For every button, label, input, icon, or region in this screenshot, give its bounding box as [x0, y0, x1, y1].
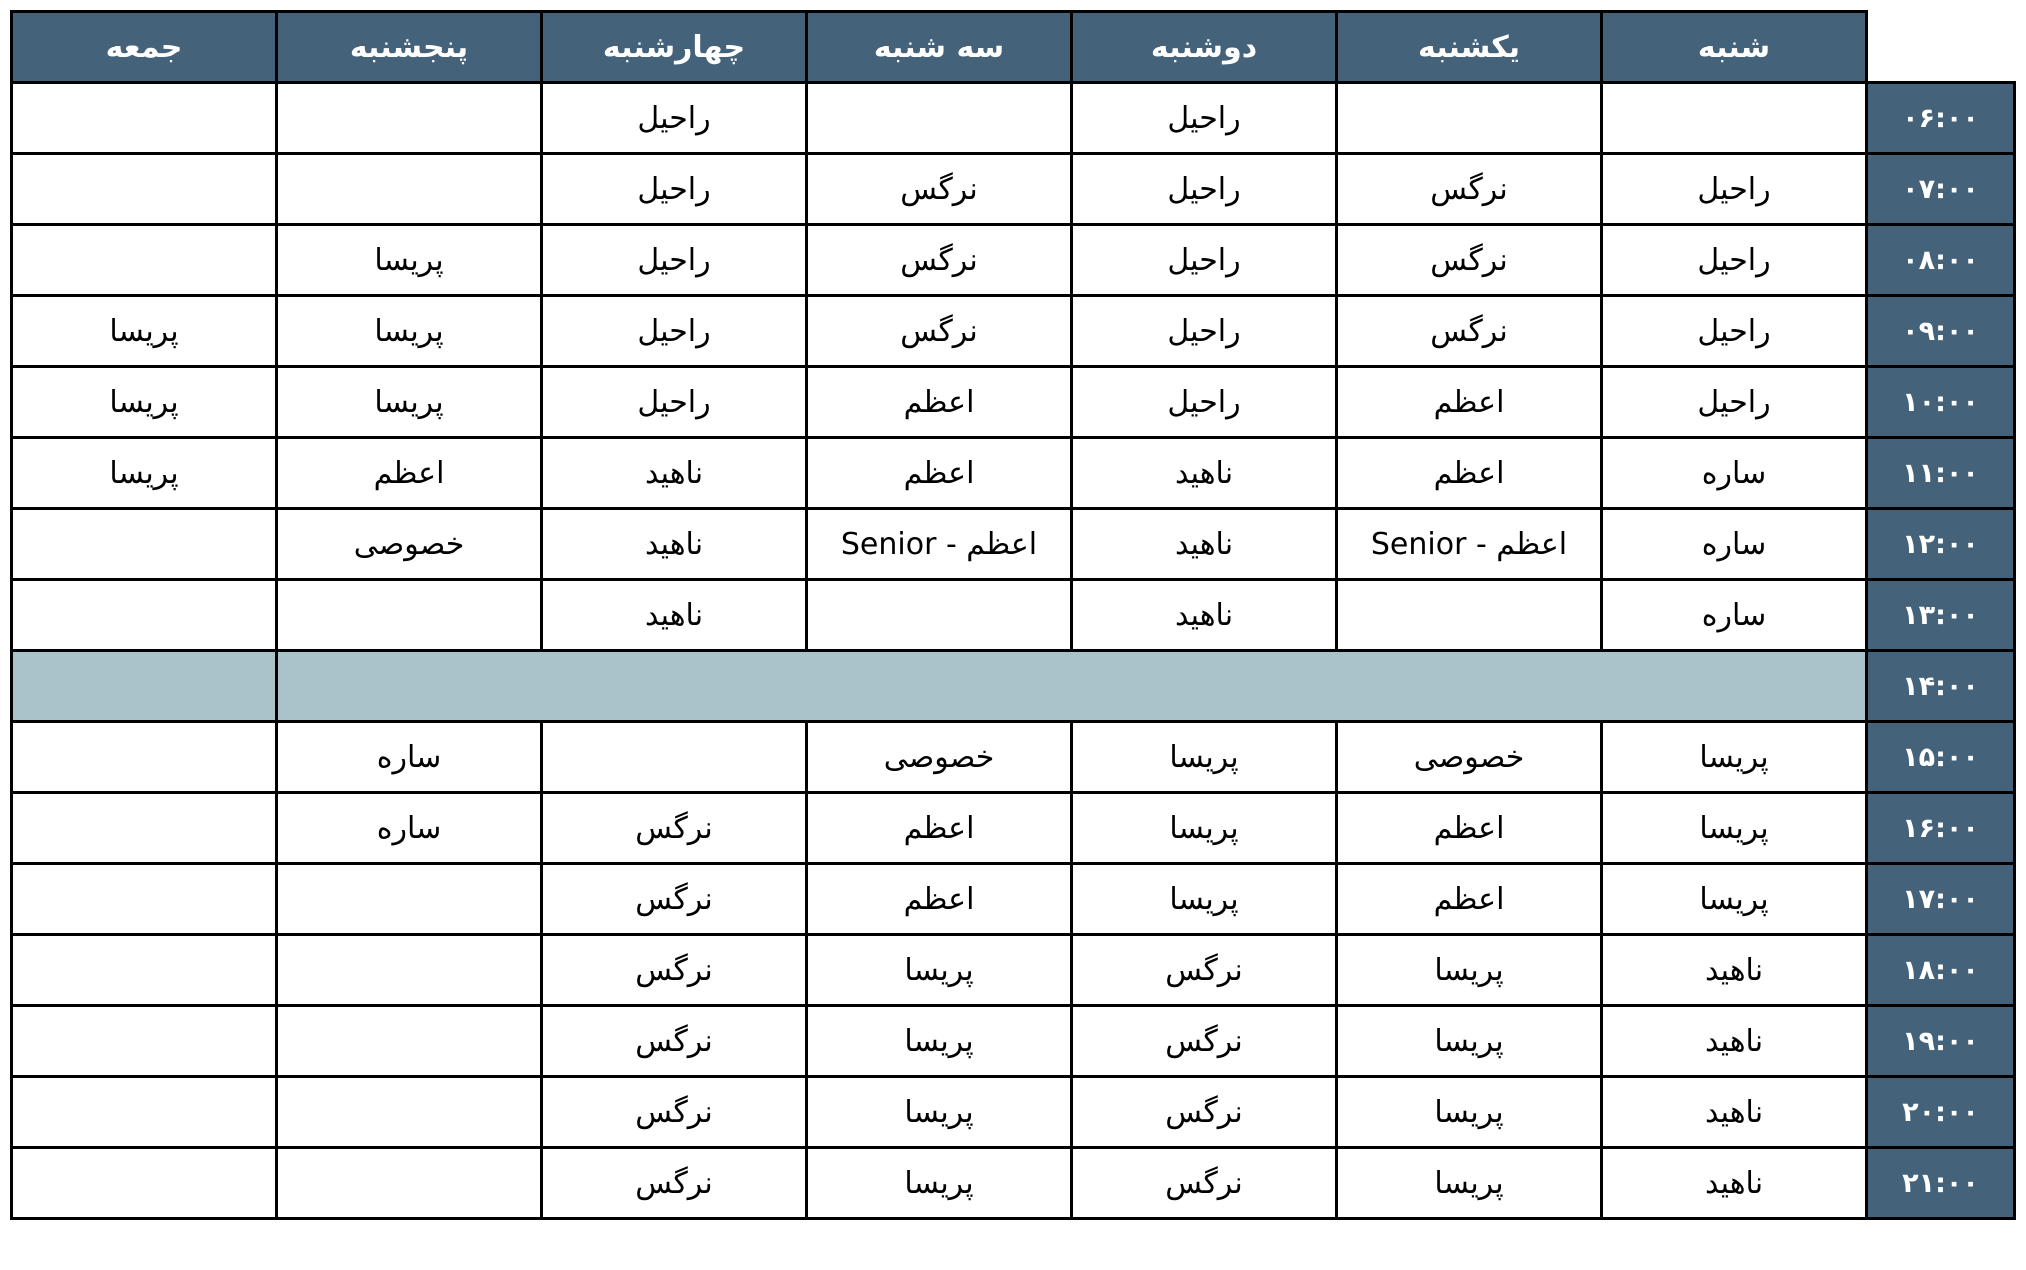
schedule-cell: خصوصی	[1337, 722, 1602, 793]
schedule-cell: راحیل	[1072, 83, 1337, 154]
time-cell: ۱۱:۰۰	[1867, 438, 2015, 509]
schedule-cell: پریسا	[12, 296, 277, 367]
schedule-row	[12, 793, 2015, 864]
corner-cell	[1867, 12, 2015, 83]
schedule-cell: پریسا	[12, 367, 277, 438]
schedule-row	[12, 1006, 2015, 1077]
time-cell: ۱۸:۰۰	[1867, 935, 2015, 1006]
schedule-cell: پریسا	[277, 225, 542, 296]
schedule-cell: راحیل	[542, 296, 807, 367]
schedule-row	[12, 651, 2015, 722]
schedule-cell: نرگس	[1337, 296, 1602, 367]
day-header-2: دوشنبه	[1072, 12, 1337, 83]
schedule-cell: نرگس	[542, 793, 807, 864]
schedule-cell	[277, 935, 542, 1006]
time-cell: ۱۷:۰۰	[1867, 864, 2015, 935]
schedule-cell: اعظم	[807, 438, 1072, 509]
schedule-cell: ناهید	[542, 438, 807, 509]
time-cell: ۱۰:۰۰	[1867, 367, 2015, 438]
schedule-cell: نرگس	[1337, 225, 1602, 296]
schedule-cell	[542, 722, 807, 793]
schedule-header	[12, 12, 2015, 83]
time-cell: ۰۸:۰۰	[1867, 225, 2015, 296]
schedule-cell: نرگس	[1072, 1006, 1337, 1077]
schedule-cell	[12, 580, 277, 651]
schedule-cell: پریسا	[1072, 864, 1337, 935]
schedule-cell: اعظم	[1337, 864, 1602, 935]
schedule-cell: پریسا	[1337, 1006, 1602, 1077]
schedule-cell: خصوصی	[807, 722, 1072, 793]
schedule-cell: پریسا	[1337, 935, 1602, 1006]
schedule-cell: اعظم	[277, 438, 542, 509]
schedule-cell: نرگس	[542, 935, 807, 1006]
schedule-cell: نرگس	[542, 864, 807, 935]
day-header-1: یکشنبه	[1337, 12, 1602, 83]
schedule-row	[12, 438, 2015, 509]
schedule-cell: نرگس	[542, 1077, 807, 1148]
schedule-cell: پریسا	[1602, 722, 1867, 793]
schedule-cell: ناهید	[1602, 1006, 1867, 1077]
schedule-row	[12, 83, 2015, 154]
schedule-cell: اعظم	[807, 367, 1072, 438]
day-header-5: پنجشنبه	[277, 12, 542, 83]
schedule-cell: ساره	[277, 722, 542, 793]
time-cell: ۲۱:۰۰	[1867, 1148, 2015, 1219]
schedule-cell: ساره	[1602, 580, 1867, 651]
time-cell: ۱۵:۰۰	[1867, 722, 2015, 793]
schedule-cell: اعظم	[1337, 793, 1602, 864]
schedule-row	[12, 509, 2015, 580]
schedule-cell: اعظم - Senior	[807, 509, 1072, 580]
schedule-cell	[12, 722, 277, 793]
schedule-cell	[277, 1148, 542, 1219]
schedule-cell: راحیل	[1602, 296, 1867, 367]
schedule-cell	[1337, 83, 1602, 154]
schedule-cell: ناهید	[1072, 580, 1337, 651]
schedule-row	[12, 580, 2015, 651]
schedule-cell: پریسا	[1602, 793, 1867, 864]
schedule-cell: راحیل	[542, 225, 807, 296]
schedule-cell: پریسا	[1337, 1148, 1602, 1219]
schedule-cell: راحیل	[1072, 296, 1337, 367]
schedule-cell: نرگس	[807, 296, 1072, 367]
schedule-cell	[12, 225, 277, 296]
schedule-cell	[12, 83, 277, 154]
schedule-cell	[277, 154, 542, 225]
schedule-cell: ناهید	[542, 580, 807, 651]
schedule-body	[12, 83, 2015, 1219]
schedule-cell: ناهید	[1072, 509, 1337, 580]
schedule-cell: نرگس	[1072, 1077, 1337, 1148]
schedule-cell	[12, 935, 277, 1006]
time-cell: ۱۹:۰۰	[1867, 1006, 2015, 1077]
schedule-cell	[12, 1077, 277, 1148]
schedule-cell: ناهید	[1602, 1148, 1867, 1219]
schedule-cell: پریسا	[1072, 793, 1337, 864]
schedule-cell: ناهید	[1602, 1077, 1867, 1148]
schedule-cell: راحیل	[1602, 154, 1867, 225]
schedule-cell: پریسا	[1337, 1077, 1602, 1148]
schedule-cell: ناهید	[1602, 935, 1867, 1006]
schedule-cell	[1602, 83, 1867, 154]
day-header-6: جمعه	[12, 12, 277, 83]
schedule-cell: ساره	[277, 793, 542, 864]
time-cell: ۰۷:۰۰	[1867, 154, 2015, 225]
schedule-cell: ناهید	[1072, 438, 1337, 509]
schedule-cell: اعظم - Senior	[1337, 509, 1602, 580]
schedule-cell: اعظم	[1337, 438, 1602, 509]
schedule-cell: راحیل	[1072, 367, 1337, 438]
schedule-cell: ساره	[1602, 509, 1867, 580]
schedule-cell	[12, 509, 277, 580]
day-header-0: شنبه	[1602, 12, 1867, 83]
break-cell-friday	[12, 651, 277, 722]
schedule-row	[12, 1148, 2015, 1219]
schedule-cell	[277, 1006, 542, 1077]
day-header-4: چهارشنبه	[542, 12, 807, 83]
time-cell: ۱۶:۰۰	[1867, 793, 2015, 864]
schedule-cell: نرگس	[807, 154, 1072, 225]
schedule-cell: پریسا	[807, 1077, 1072, 1148]
schedule-cell: اعظم	[807, 793, 1072, 864]
time-cell: ۲۰:۰۰	[1867, 1077, 2015, 1148]
schedule-cell	[12, 1006, 277, 1077]
schedule-cell	[277, 864, 542, 935]
schedule-cell: نرگس	[542, 1148, 807, 1219]
schedule-cell: پریسا	[1602, 864, 1867, 935]
schedule-cell: ناهید	[542, 509, 807, 580]
schedule-row	[12, 1077, 2015, 1148]
schedule-cell	[807, 83, 1072, 154]
schedule-cell	[12, 793, 277, 864]
schedule-cell: اعظم	[807, 864, 1072, 935]
schedule-cell	[807, 580, 1072, 651]
schedule-cell: راحیل	[1072, 154, 1337, 225]
schedule-cell: اعظم	[1337, 367, 1602, 438]
schedule-row	[12, 722, 2015, 793]
schedule-row	[12, 864, 2015, 935]
schedule-cell: پریسا	[807, 935, 1072, 1006]
schedule-cell: نرگس	[1072, 935, 1337, 1006]
schedule-cell	[12, 154, 277, 225]
schedule-cell: راحیل	[1602, 225, 1867, 296]
schedule-cell: راحیل	[1072, 225, 1337, 296]
schedule-cell	[277, 580, 542, 651]
schedule-row	[12, 225, 2015, 296]
schedule-cell: ساره	[1602, 438, 1867, 509]
schedule-cell: خصوصی	[277, 509, 542, 580]
schedule-cell	[1337, 580, 1602, 651]
schedule-cell: راحیل	[1602, 367, 1867, 438]
schedule-cell: راحیل	[542, 367, 807, 438]
schedule-table	[10, 10, 2016, 1220]
time-cell: ۱۴:۰۰	[1867, 651, 2015, 722]
schedule-row	[12, 154, 2015, 225]
schedule-cell: نرگس	[807, 225, 1072, 296]
schedule-cell	[277, 83, 542, 154]
break-cell-merged	[277, 651, 1867, 722]
schedule-cell: راحیل	[542, 83, 807, 154]
time-cell: ۰۹:۰۰	[1867, 296, 2015, 367]
schedule-cell: پریسا	[807, 1148, 1072, 1219]
schedule-cell: نرگس	[1072, 1148, 1337, 1219]
schedule-cell	[277, 1077, 542, 1148]
header-row	[12, 12, 2015, 83]
schedule-row	[12, 296, 2015, 367]
day-header-3: سه شنبه	[807, 12, 1072, 83]
schedule-cell: پریسا	[277, 296, 542, 367]
time-cell: ۰۶:۰۰	[1867, 83, 2015, 154]
schedule-row	[12, 367, 2015, 438]
schedule-cell: پریسا	[12, 438, 277, 509]
time-cell: ۱۲:۰۰	[1867, 509, 2015, 580]
schedule-cell	[12, 864, 277, 935]
schedule-cell: پریسا	[277, 367, 542, 438]
schedule-cell	[12, 1148, 277, 1219]
time-cell: ۱۳:۰۰	[1867, 580, 2015, 651]
schedule-cell: پریسا	[1072, 722, 1337, 793]
schedule-cell: نرگس	[542, 1006, 807, 1077]
schedule-cell: پریسا	[807, 1006, 1072, 1077]
schedule-cell: نرگس	[1337, 154, 1602, 225]
schedule-row	[12, 935, 2015, 1006]
schedule-cell: راحیل	[542, 154, 807, 225]
